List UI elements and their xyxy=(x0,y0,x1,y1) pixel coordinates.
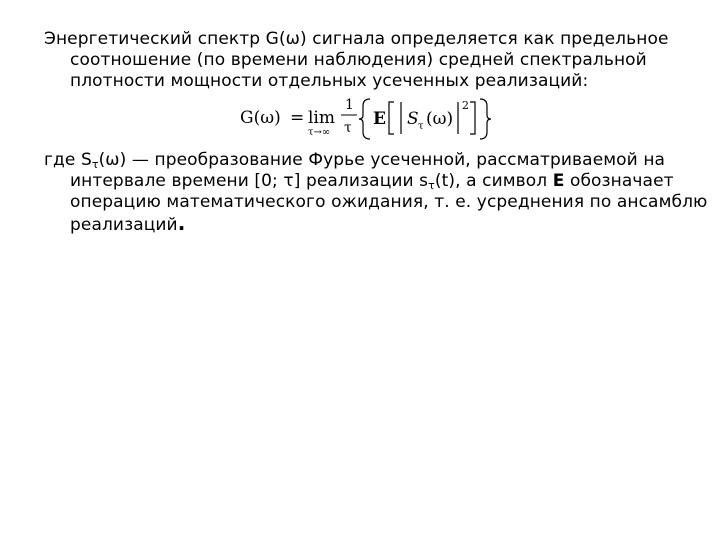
formula-fraction-denominator: τ xyxy=(344,120,352,136)
formula-left-bracket xyxy=(389,102,394,134)
explanation-end: . xyxy=(177,211,186,235)
explanation-bold-E: E xyxy=(552,171,565,191)
paragraph-definition xyxy=(44,29,710,92)
formula-right-brace xyxy=(480,99,491,139)
formula-right-bracket xyxy=(470,102,475,134)
energy-spectrum-formula xyxy=(240,96,500,142)
formula-omega: (ω) xyxy=(426,109,454,129)
explanation-part3: (t), а символ xyxy=(434,171,553,191)
explanation-sub-tau-1: τ xyxy=(91,158,99,171)
formula-fraction-numerator: 1 xyxy=(345,97,354,113)
formula-left-brace xyxy=(359,99,370,139)
paragraph-definition-text: Энергетический спектр G(ω) сигнала определяется как предельное соотношение (по времени наблюдения) средней спектральной плотности мощности отдельных усеченных реализаций: xyxy=(44,29,669,91)
formula-S: S xyxy=(407,109,419,129)
explanation-part2: (ω) — преобразование Фурье усеченной, рассматриваемой на интервале времени [0; τ] реализации s xyxy=(70,150,666,191)
formula-S-subscript: τ xyxy=(418,121,424,132)
formula-expectation: E xyxy=(373,109,386,129)
formula-equals: = xyxy=(290,108,305,128)
formula-lim-subscript: τ→∞ xyxy=(308,127,331,138)
explanation-sub-tau-2: τ xyxy=(428,179,435,192)
paragraph-explanation xyxy=(44,150,710,236)
formula-lim: lim xyxy=(308,108,335,128)
formula-lhs: G(ω) xyxy=(240,108,281,128)
explanation-part1: где S xyxy=(44,150,92,170)
formula-exponent: 2 xyxy=(462,99,469,112)
explanation-part4: обозначает операцию математического ожидания, т. е. усреднения по ансамблю реализаций xyxy=(70,171,708,235)
